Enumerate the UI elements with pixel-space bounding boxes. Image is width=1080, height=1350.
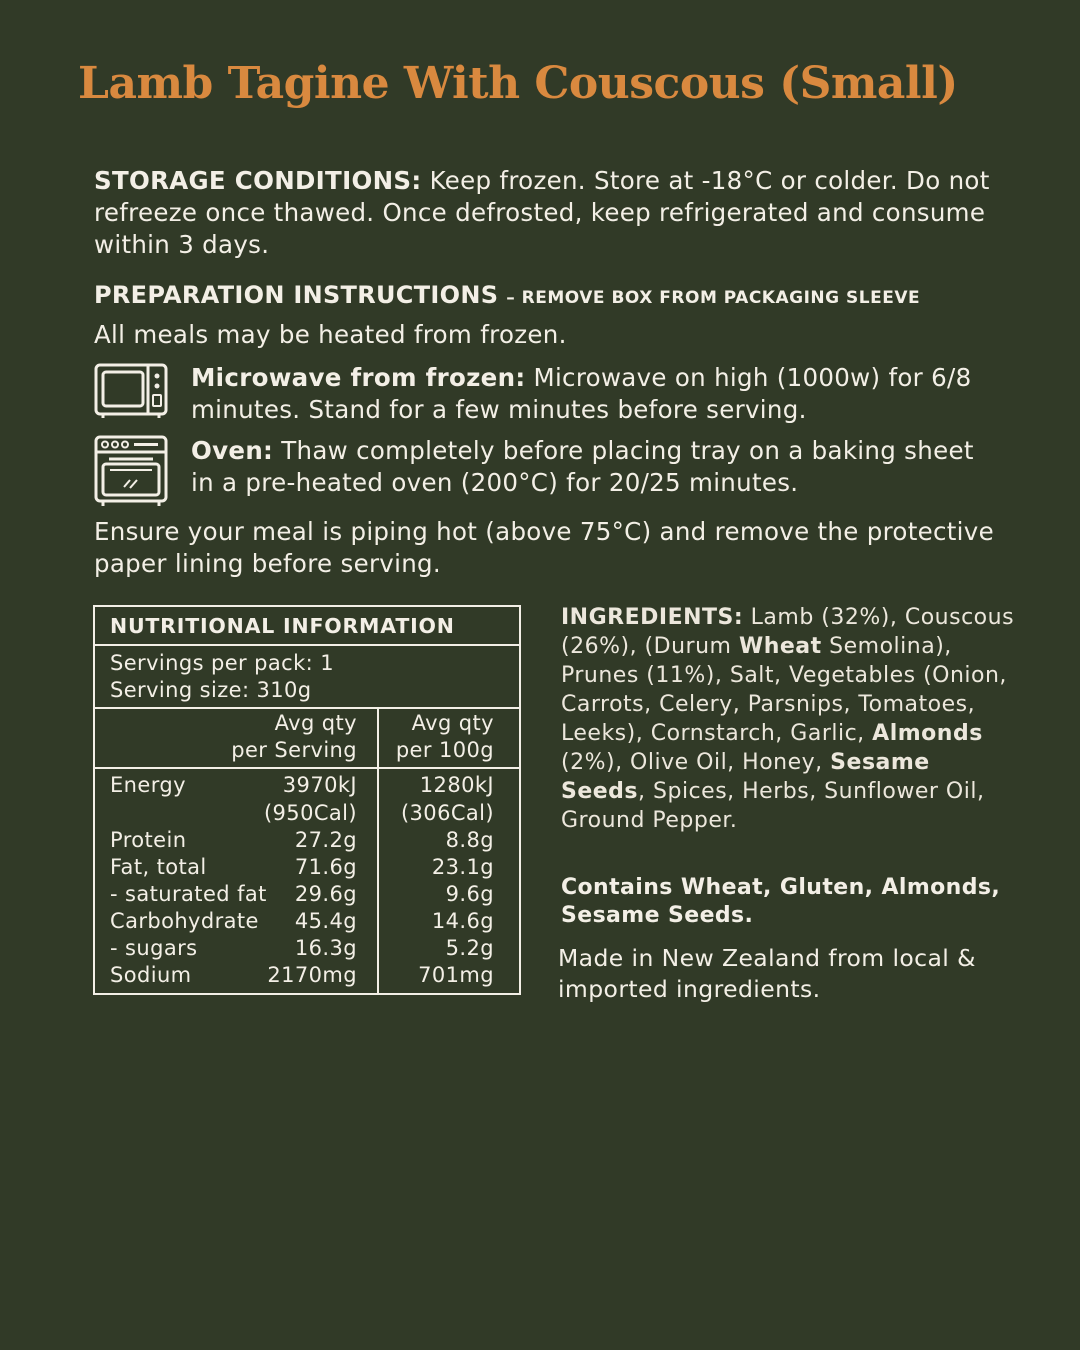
ingredient-text: Lamb (32%), Couscous (26%), (Durum [561,605,1015,659]
oven-icon [94,435,168,509]
divider [95,707,519,709]
column-header-line: Avg qty [411,711,494,735]
value-per-100g: 23.1g [431,855,494,879]
page-title: Lamb Tagine With Couscous (Small) [78,58,958,109]
value-per-100g: 9.6g [445,882,494,906]
table-row [95,881,519,908]
divider [95,767,519,769]
column-header-line: per 100g [395,738,494,762]
value-per-100g: 14.6g [431,909,494,933]
value-per-100g: 1280kJ [419,773,494,797]
preparation-intro: All meals may be heated from frozen. [94,320,567,349]
allergen-text: Sesame Seeds [561,750,930,804]
nutrition-heading: NUTRITIONAL INFORMATION [110,614,455,638]
storage-conditions [94,165,994,261]
column-header-per-serving [231,710,357,764]
nutrient-name: - sugars [110,936,198,960]
nutrient-name: Sodium [110,963,192,987]
value-per-100g: 701mg [418,963,494,987]
storage-label: STORAGE CONDITIONS: [94,166,422,195]
oven-text-block [191,435,981,499]
microwave-text-block [191,362,981,426]
preparation-title: PREPARATION INSTRUCTIONS [94,281,499,309]
storage-text: Keep frozen. Store at -18°C or colder. Do not refreeze once thawed. Once defrosted, keep refrigerated and consume within 3 days. [94,166,990,259]
value-per-100g: (306Cal) [400,801,494,825]
ingredient-text: (2%), Olive Oil, Honey, [561,750,831,775]
value-per-serving: 71.6g [294,855,357,879]
value-per-serving: 2170mg [267,963,357,987]
allergen-text: Almonds [872,721,983,746]
microwave-text: Microwave on high (1000w) for 6/8 minutes. Stand for a few minutes before serving. [191,363,972,424]
table-row [95,962,519,989]
nutrition-header [95,607,519,646]
preparation-heading [94,279,994,314]
oven-text: Thaw completely before placing tray on a baking sheet in a pre-heated oven (200°C) for 20/25 minutes. [191,436,974,497]
value-per-serving: 27.2g [294,828,357,852]
table-row [95,827,519,854]
microwave-icon [94,362,168,436]
ingredients-list [561,603,1021,835]
nutrient-name: Carbohydrate [110,909,259,933]
ingredient-text: Semolina), Prunes (11%), Salt, Vegetables (Onion, Carrots, Celery, Parsnips, Tomatoes, Leeks), Cornstarch, Garlic, [561,634,1007,746]
value-per-100g: 5.2g [445,936,494,960]
table-row [95,935,519,962]
ensure-hot-note: Ensure your meal is piping hot (above 75°C) and remove the protective paper lining before serving. [94,517,994,578]
value-per-100g: 8.8g [445,828,494,852]
allergen-text: Wheat [738,634,822,659]
value-per-serving: 29.6g [294,882,357,906]
table-row [95,854,519,881]
oven-label: Oven: [191,436,274,465]
preparation-subheading: – REMOVE BOX FROM PACKAGING SLEEVE [506,288,921,308]
nutrient-name: Energy [110,773,186,797]
servings-per-pack: Servings per pack: 1 [110,651,334,675]
nutrient-name: - saturated fat [110,882,267,906]
allergen-statement: Contains Wheat, Gluten, Almonds, Sesame Seeds. [561,875,1001,928]
oven-instruction [94,435,994,505]
table-row [95,800,519,827]
microwave-instruction [94,362,994,428]
microwave-label: Microwave from frozen: [191,363,526,392]
ingredient-text: , Spices, Herbs, Sunflower Oil, Ground Pepper. [561,779,985,833]
value-per-serving: 16.3g [294,936,357,960]
column-header-line: per Serving [231,738,357,762]
value-per-serving: (950Cal) [263,801,357,825]
origin-statement: Made in New Zealand from local & imported ingredients. [558,944,976,1003]
serving-info [110,650,334,704]
column-header-per-100g [396,710,494,764]
value-per-serving: 45.4g [294,909,357,933]
value-per-serving: 3970kJ [282,773,357,797]
nutrition-table [93,605,521,995]
table-row [95,772,519,799]
column-header-line: Avg qty [274,711,357,735]
nutrient-name: Fat, total [110,855,207,879]
ingredients-label: INGREDIENTS: [561,605,744,630]
table-row [95,908,519,935]
nutrient-name: Protein [110,828,187,852]
serving-size: Serving size: 310g [110,678,312,702]
